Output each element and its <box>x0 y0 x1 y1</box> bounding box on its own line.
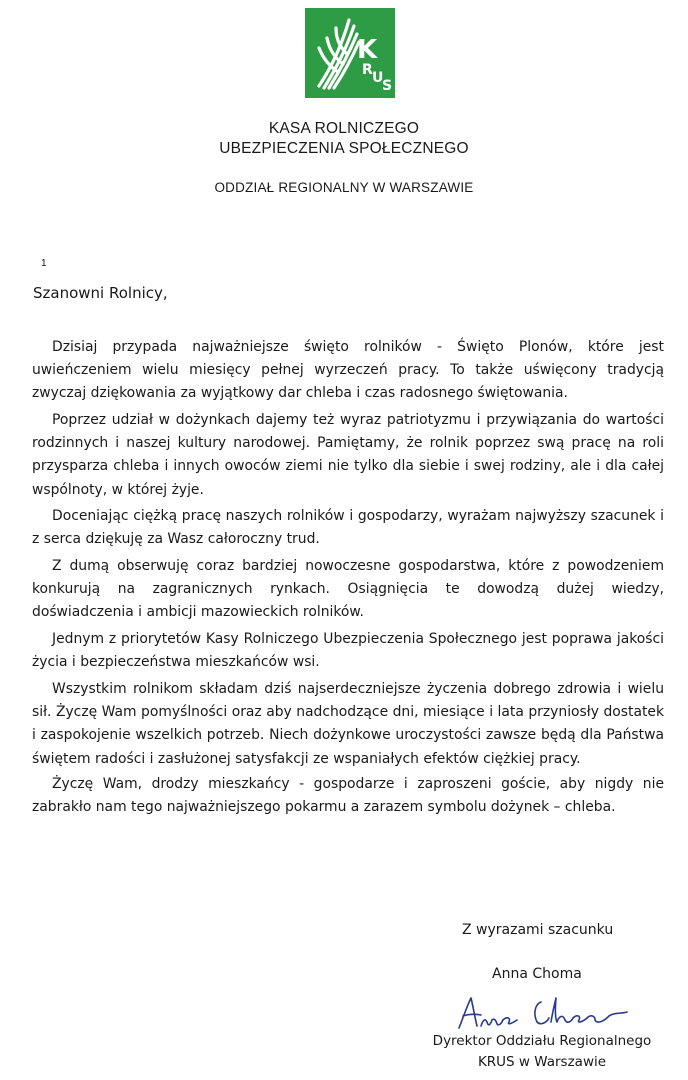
paragraph-3: Doceniając ciężką pracę naszych rolników i gospodarzy, wyrażam najwyższy szacunek i z serca dziękuję za Wasz całoroczny trud. <box>32 508 664 548</box>
paragraph-5: Jednym z priorytetów Kasy Rolniczego Ubezpieczenia Społecznego jest poprawa jakości życia i bezpieczeństwa mieszkańców wsi. <box>32 631 664 671</box>
paragraph-2: Poprzez udział w dożynkach dajemy też wyraz patriotyzmu i przywiązania do wartości rodzinnych i naszej kultury narodowej. Pamiętamy, że rolnik poprzez swą pracę na roli przysparza chleba i innych owoców ziemi nie tylko dla siebie i swej rodziny, ale i dla całej wspólnoty, w której żyje. <box>32 412 664 498</box>
signer-role-line1: Dyrektor Oddziału Regionalnego <box>432 1033 652 1049</box>
organization-name-line1: KASA ROLNICZEGO <box>268 120 420 137</box>
svg-text:S: S <box>382 78 393 94</box>
signer-role-line2: KRUS w Warszawie <box>477 1054 607 1070</box>
paragraph-4: Z dumą obserwuję coraz bardziej nowoczesne gospodarstwa, które z powodzeniem konkurują na zagranicznych rynkach. Osiągnięcia te dowodzą dużej wiedzy, doświadczenia i ambicji mazowieckich rolników. <box>32 558 664 621</box>
svg-text:R: R <box>362 62 373 78</box>
svg-text:K: K <box>357 35 378 65</box>
paragraph-7: Życzę Wam, drodzy mieszkańcy - gospodarze i zaproszeni goście, aby nigdy nie zabrakło nam tego najważniejszego pokarmu a zarazem symbolu dożynek – chleba. <box>32 776 664 816</box>
paragraph-6: Wszystkim rolnikom składam dziś najserdeczniejsze życzenia dobrego zdrowia i wielu sił. Życzę Wam pomyślności oraz aby nadchodzące dni, miesiące i lata przyniosły dostatek i zaspokojenie wszelkich potrzeb. Niech dożynkowe uroczystości zawsze będą dla Państwa świętem radości i zasłużonej satysfakcji ze wspaniałych efektów ciężkiej pracy. <box>32 681 664 767</box>
branch-name: ODDZIAŁ REGIONALNY W WARSZAWIE <box>214 180 474 195</box>
svg-text:U: U <box>372 70 384 86</box>
margin-mark: 1 <box>41 258 47 269</box>
organization-name-line2: UBEZPIECZENIA SPOŁECZNEGO <box>219 140 469 157</box>
salutation: Szanowni Rolnicy, <box>33 284 168 302</box>
krus-logo <box>305 8 395 98</box>
signer-name: Anna Choma <box>492 966 582 982</box>
handwritten-signature <box>455 992 635 1034</box>
closing-phrase: Z wyrazami szacunku <box>462 922 614 938</box>
paragraph-1: Dzisiaj przypada najważniejsze święto rolników - Święto Plonów, które jest uwieńczeniem wielu miesięcy pełnej wyrzeczeń pracy. To także uświęcony tradycją zwyczaj dziękowania za wyjątkowy dar chleba i czas radosnego świętowania. <box>32 339 664 402</box>
